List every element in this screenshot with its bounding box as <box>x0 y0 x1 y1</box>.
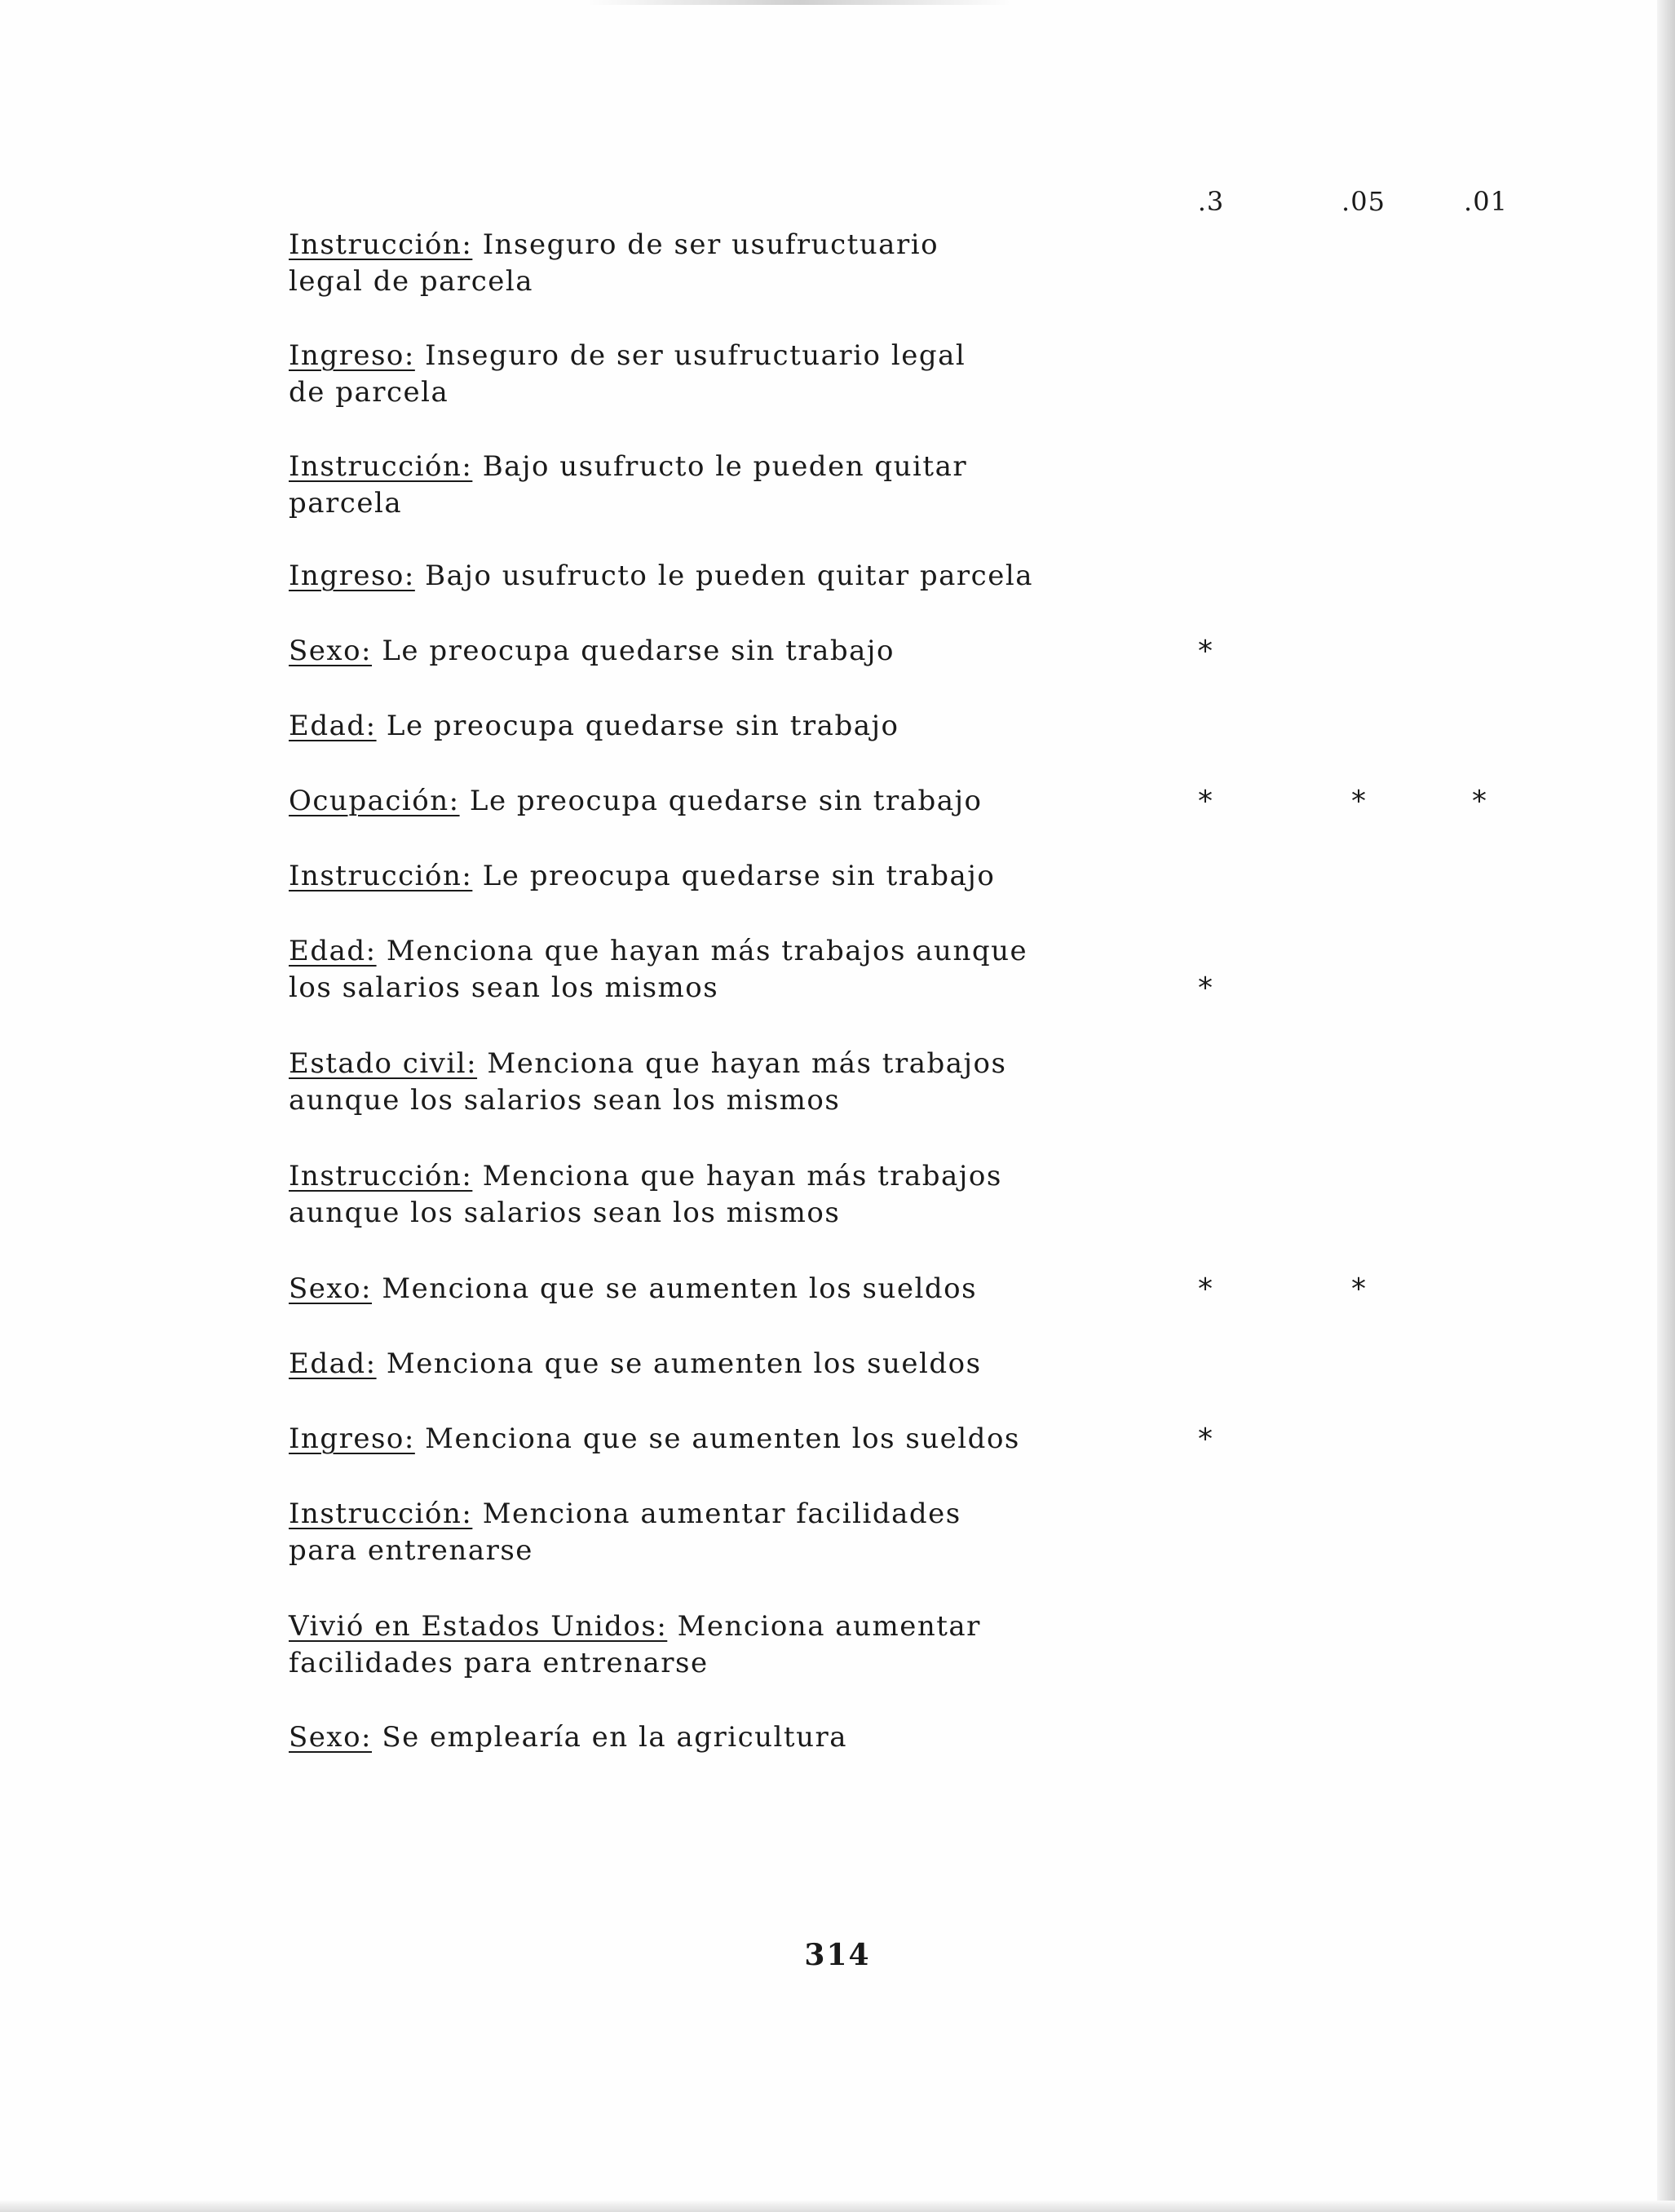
entry-label: Ingreso: <box>289 339 415 372</box>
significance-mark: * <box>1198 971 1213 1005</box>
entry-label: Estado civil: <box>289 1047 478 1080</box>
entry-text: Menciona aumentar <box>677 1610 981 1643</box>
significance-mark: * <box>1351 785 1366 818</box>
entry-line-1 <box>289 227 1104 263</box>
entry-text: Menciona que se aumenten los sueldos <box>425 1422 1020 1455</box>
entry-row <box>289 1719 1104 1756</box>
entry-line-2: legal de parcela <box>289 265 534 298</box>
significance-mark: * <box>1198 1422 1213 1456</box>
entry-label: Sexo: <box>289 1272 373 1305</box>
scan-artifact-top <box>587 0 1011 5</box>
entry-row <box>289 1608 1104 1682</box>
significance-mark: * <box>1198 635 1213 668</box>
entry-line-2: para entrenarse <box>289 1534 533 1567</box>
entry-row <box>289 227 1104 300</box>
entry-text: Menciona que se aumenten los sueldos <box>386 1347 982 1380</box>
entry-text: Menciona que se aumenten los sueldos <box>382 1272 978 1305</box>
entry-line-1 <box>289 708 1104 745</box>
entry-label: Edad: <box>289 1347 377 1380</box>
entry-line-1 <box>289 1158 1104 1195</box>
entry-line-2: aunque los salarios sean los mismos <box>289 1197 841 1229</box>
entry-line-1 <box>289 449 1104 485</box>
entry-label: Ingreso: <box>289 1422 415 1455</box>
entry-text: Bajo usufructo le pueden quitar parcela <box>425 560 1033 592</box>
entry-line-1 <box>289 858 1104 895</box>
significance-mark: * <box>1351 1272 1366 1306</box>
entry-text: Le preocupa quedarse sin trabajo <box>469 785 983 817</box>
entry-row <box>289 1271 1104 1307</box>
entry-row <box>289 1421 1104 1458</box>
significance-mark: * <box>1198 785 1213 818</box>
significance-header <box>0 186 1675 225</box>
entry-text: Le preocupa quedarse sin trabajo <box>382 635 895 667</box>
entry-line-1 <box>289 1271 1104 1307</box>
entry-line-2: facilidades para entrenarse <box>289 1647 709 1679</box>
entry-text: Menciona que hayan más trabajos <box>487 1047 1007 1080</box>
entry-line-2: de parcela <box>289 376 449 409</box>
significance-level-3: .3 <box>1197 186 1225 217</box>
entry-line-1 <box>289 1496 1104 1533</box>
entry-line-1 <box>289 1346 1104 1382</box>
page-number: 314 <box>804 1938 871 1972</box>
entry-label: Sexo: <box>289 1721 373 1754</box>
entry-label: Instrucción: <box>289 860 473 892</box>
entry-text: Inseguro de ser usufructuario legal <box>425 339 966 372</box>
entry-line-2: aunque los salarios sean los mismos <box>289 1084 841 1117</box>
entry-text: Inseguro de ser usufructuario <box>482 228 939 261</box>
entry-label: Edad: <box>289 935 377 967</box>
significance-level-05: .05 <box>1341 186 1386 217</box>
entry-label: Vivió en Estados Unidos: <box>289 1610 668 1643</box>
entry-text: Menciona aumentar facilidades <box>482 1498 961 1530</box>
scan-edge-bottom <box>0 2201 1675 2212</box>
entry-label: Ingreso: <box>289 560 415 592</box>
significance-mark: * <box>1472 785 1487 818</box>
significance-mark: * <box>1198 1272 1213 1306</box>
entry-line-1 <box>289 1046 1104 1082</box>
entry-row <box>289 449 1104 522</box>
entry-row <box>289 338 1104 411</box>
entry-label: Instrucción: <box>289 1160 473 1192</box>
entry-line-2: los salarios sean los mismos <box>289 971 719 1004</box>
entry-label: Ocupación: <box>289 785 460 817</box>
entry-text: Le preocupa quedarse sin trabajo <box>386 710 899 742</box>
entry-row <box>289 558 1104 595</box>
entry-text: Bajo usufructo le pueden quitar <box>482 450 968 483</box>
entry-line-2: parcela <box>289 487 403 520</box>
entry-label: Instrucción: <box>289 1498 473 1530</box>
entry-line-1 <box>289 1719 1104 1756</box>
scan-edge-right <box>1657 0 1675 2212</box>
entry-row <box>289 1046 1104 1119</box>
entry-text: Le preocupa quedarse sin trabajo <box>482 860 996 892</box>
entry-label: Instrucción: <box>289 450 473 483</box>
entry-text: Menciona que hayan más trabajos aunque <box>386 935 1028 967</box>
entry-text: Menciona que hayan más trabajos <box>482 1160 1002 1192</box>
entry-text: Se emplearía en la agricultura <box>382 1721 847 1754</box>
entry-line-1 <box>289 1608 1104 1645</box>
entry-line-1 <box>289 933 1104 970</box>
entry-label: Instrucción: <box>289 228 473 261</box>
entry-line-1 <box>289 338 1104 374</box>
entry-line-1 <box>289 558 1104 595</box>
entry-row <box>289 783 1104 820</box>
entry-label: Sexo: <box>289 635 373 667</box>
entry-line-1 <box>289 633 1104 670</box>
entry-row <box>289 1158 1104 1232</box>
significance-level-01: .01 <box>1464 186 1508 217</box>
entry-row <box>289 633 1104 670</box>
entry-line-1 <box>289 1421 1104 1458</box>
entry-row <box>289 708 1104 745</box>
entry-label: Edad: <box>289 710 377 742</box>
entry-line-1 <box>289 783 1104 820</box>
entry-row <box>289 1496 1104 1569</box>
entry-row <box>289 858 1104 895</box>
entry-row <box>289 1346 1104 1382</box>
entry-row <box>289 933 1104 1006</box>
